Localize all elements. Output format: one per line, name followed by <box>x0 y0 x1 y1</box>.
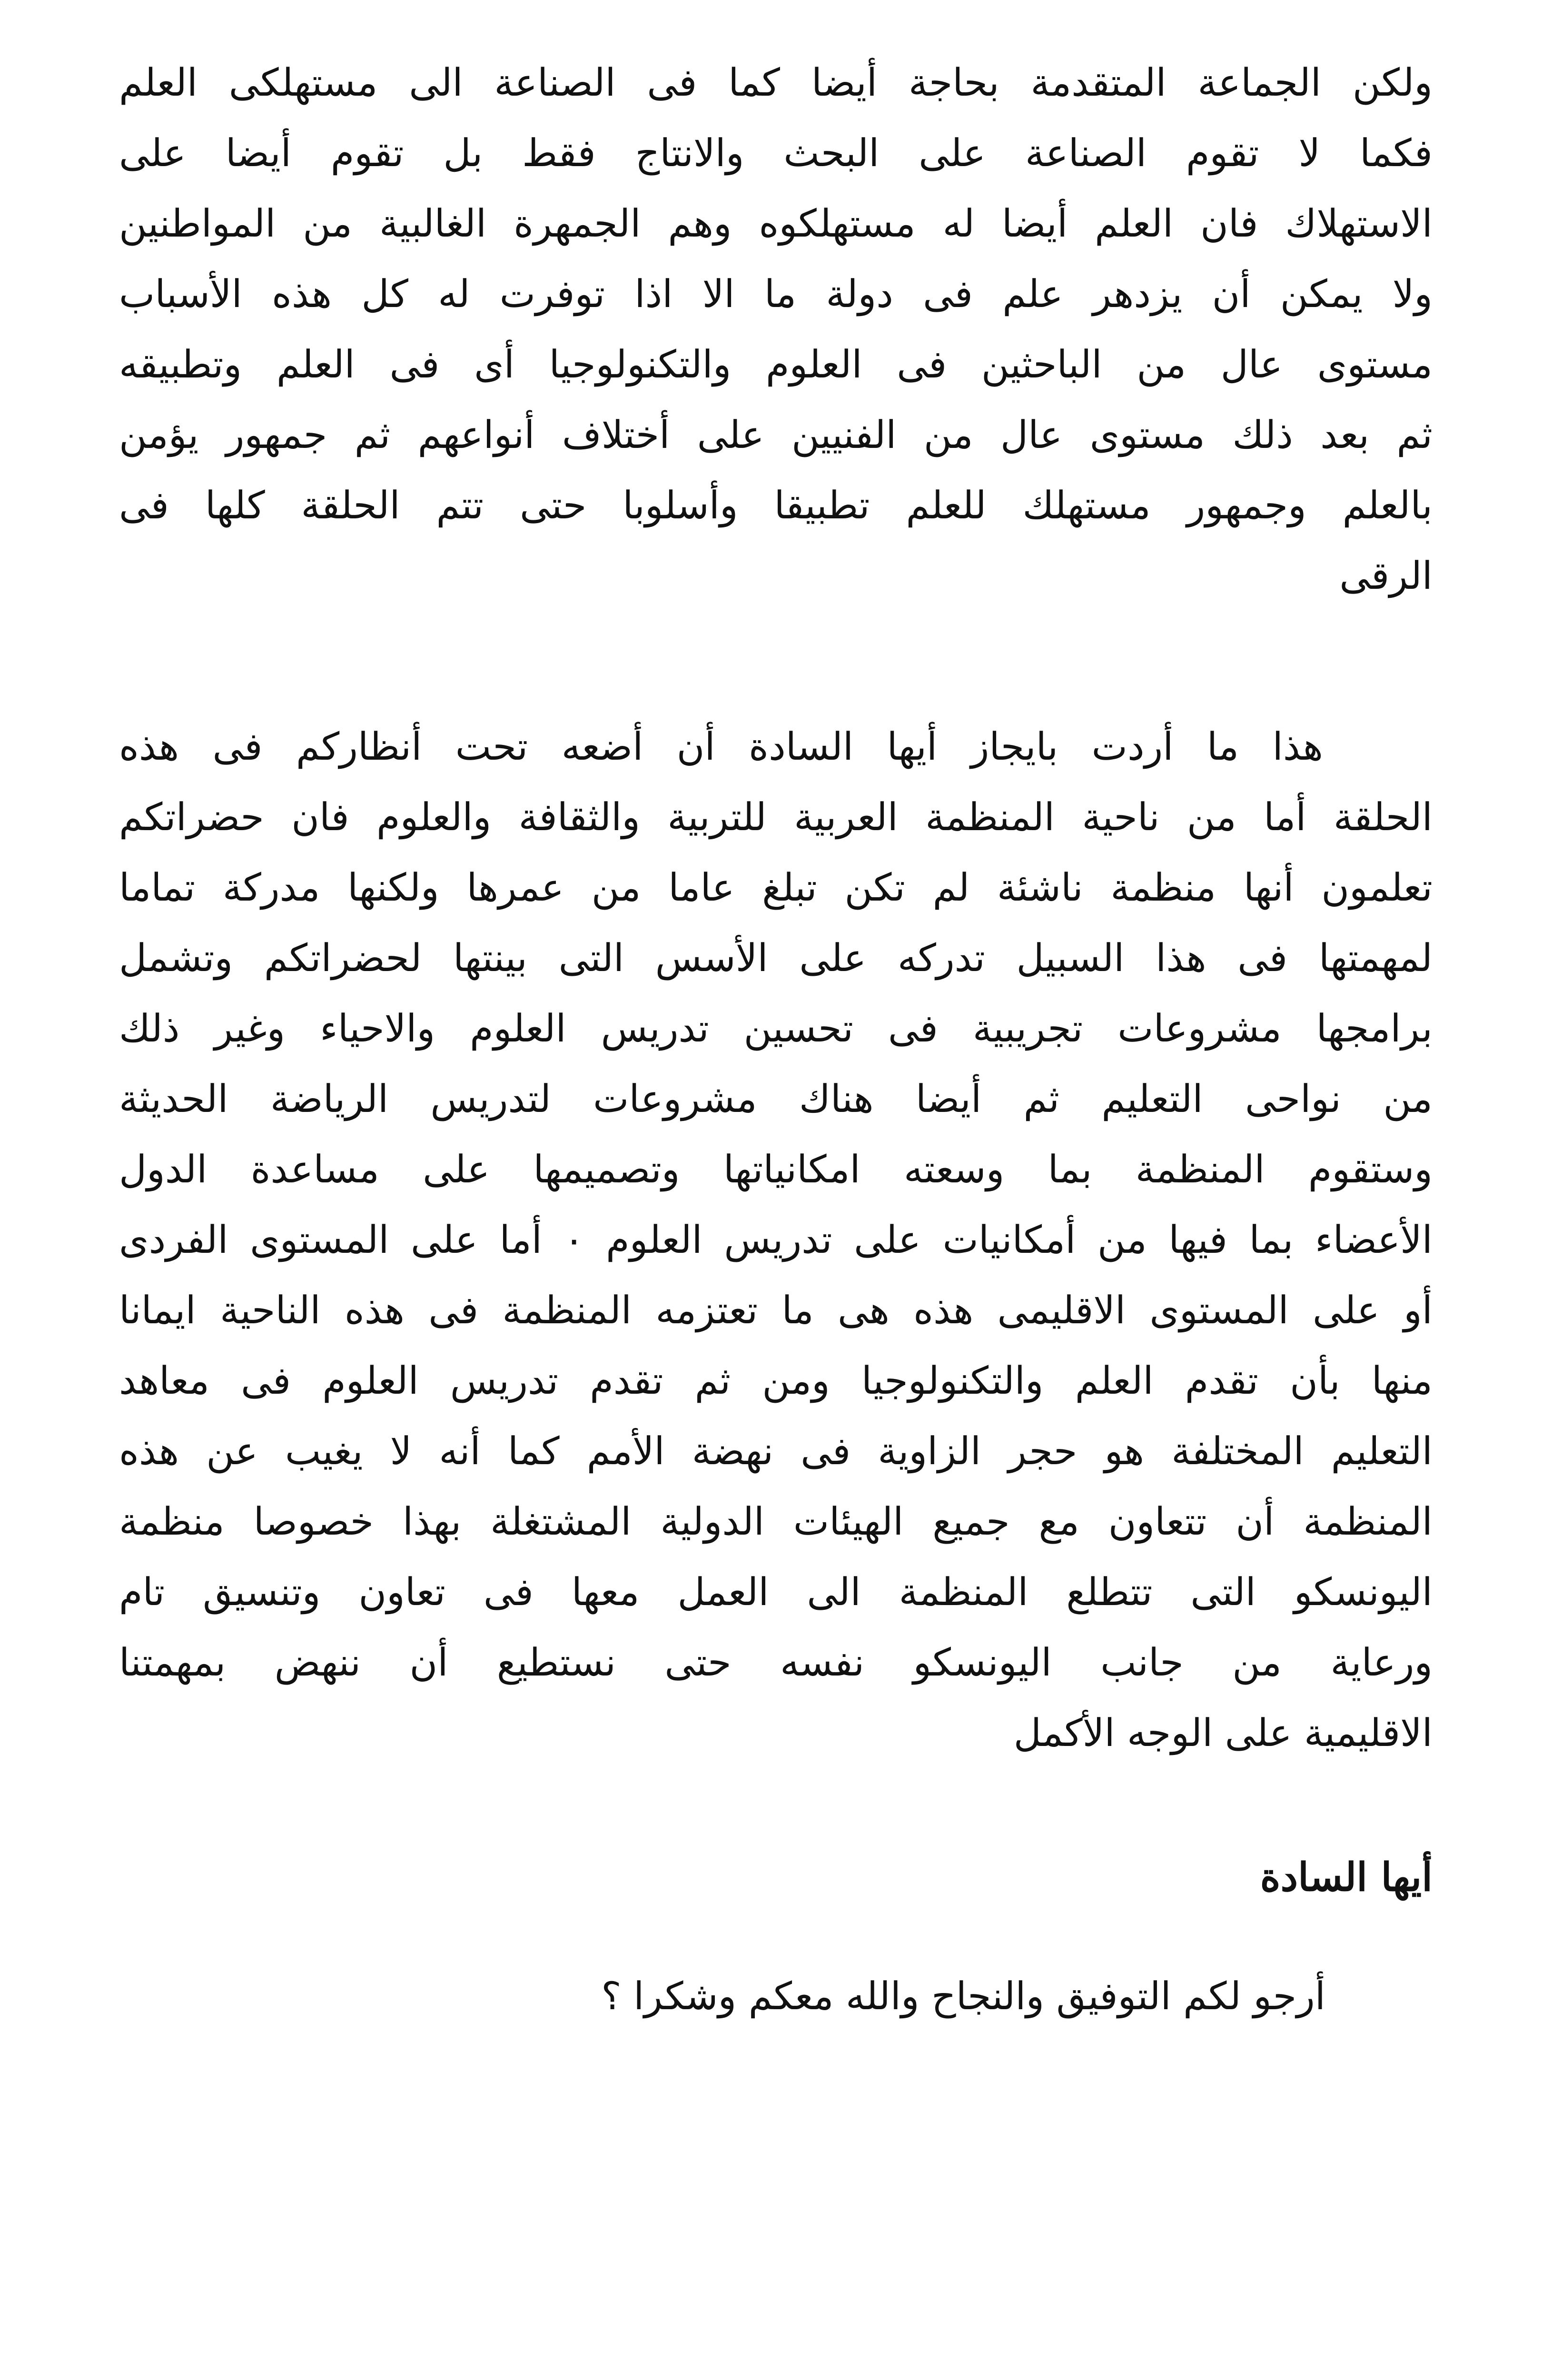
text-line: برامجها مشروعات تجريبية فى تحسين تدريس العلوم والاحياء وغير ذلك <box>119 1006 1433 1051</box>
text-line: هذا ما أردت بايجاز أيها السادة أن أضعه تحت أنظاركم فى هذه <box>119 724 1323 769</box>
text-line: ولا يمكن أن يزدهر علم فى دولة ما الا اذا توفرت له كل هذه الأسباب <box>119 272 1433 316</box>
text-line: اليونسكو التى تتطلع المنظمة الى العمل معها فى تعاون وتنسيق تام <box>119 1570 1433 1614</box>
text-line: وستقوم المنظمة بما وسعته امكانياتها وتصميمها على مساعدة الدول <box>119 1147 1433 1191</box>
text-line: مستوى عال من الباحثين فى العلوم والتكنولوجيا أى فى العلم وتطبيقه <box>119 342 1433 387</box>
text-line: الرقى <box>1339 554 1433 598</box>
text-line: منها بأن تقدم العلم والتكنولوجيا ومن ثم تقدم تدريس العلوم فى معاهد <box>119 1359 1433 1403</box>
text-line: الاستهلاك فان العلم أيضا له مستهلكوه وهم الجمهرة الغالبية من المواطنين <box>119 201 1433 246</box>
paragraph-science-consumers <box>119 48 1433 611</box>
text-line: ثم بعد ذلك مستوى عال من الفنيين على أختلاف أنواعهم ثم جمهور يؤمن <box>119 413 1433 457</box>
text-line: الأعضاء بما فيها من أمكانيات على تدريس العلوم ٠ أما على المستوى الفردى <box>119 1218 1433 1262</box>
text-line: ولكن الجماعة المتقدمة بحاجة أيضا كما فى الصناعة الى مستهلكى العلم <box>119 60 1433 105</box>
text-line: المنظمة أن تتعاون مع جميع الهيئات الدولية المشتغلة بهذا خصوصا منظمة <box>119 1499 1433 1544</box>
text-line: الاقليمية على الوجه الأكمل <box>1013 1711 1433 1755</box>
text-line: تعلمون أنها منظمة ناشئة لم تكن تبلغ عاما من عمرها ولكنها مدركة تماما <box>119 865 1433 910</box>
text-line: ورعاية من جانب اليونسكو نفسه حتى نستطيع أن ننهض بمهمتنا <box>119 1640 1433 1685</box>
text-line: الحلقة أما من ناحية المنظمة العربية للتربية والثقافة والعلوم فان حضراتكم <box>119 795 1433 839</box>
paragraph-organization-mission <box>119 712 1433 1768</box>
text-line: لمهمتها فى هذا السبيل تدركه على الأسس التى بينتها لحضراتكم وتشمل <box>119 936 1433 980</box>
closing-remark: أرجو لكم التوفيق والنجاح والله معكم وشكرا ؟ <box>601 1974 1325 2018</box>
text-line: أو على المستوى الاقليمى هذه هى ما تعتزمه المنظمة فى هذه الناحية ايمانا <box>119 1288 1433 1332</box>
text-line: من نواحى التعليم ثم أيضا هناك مشروعات لتدريس الرياضة الحديثة <box>119 1077 1433 1121</box>
section-heading: أيها السادة <box>1260 1854 1433 1900</box>
text-line: بالعلم وجمهور مستهلك للعلم تطبيقا وأسلوبا حتى تتم الحلقة كلها فى <box>119 483 1433 527</box>
text-line: التعليم المختلفة هو حجر الزاوية فى نهضة الأمم كما أنه لا يغيب عن هذه <box>119 1429 1433 1473</box>
text-line: فكما لا تقوم الصناعة على البحث والانتاج فقط بل تقوم أيضا على <box>119 131 1433 175</box>
